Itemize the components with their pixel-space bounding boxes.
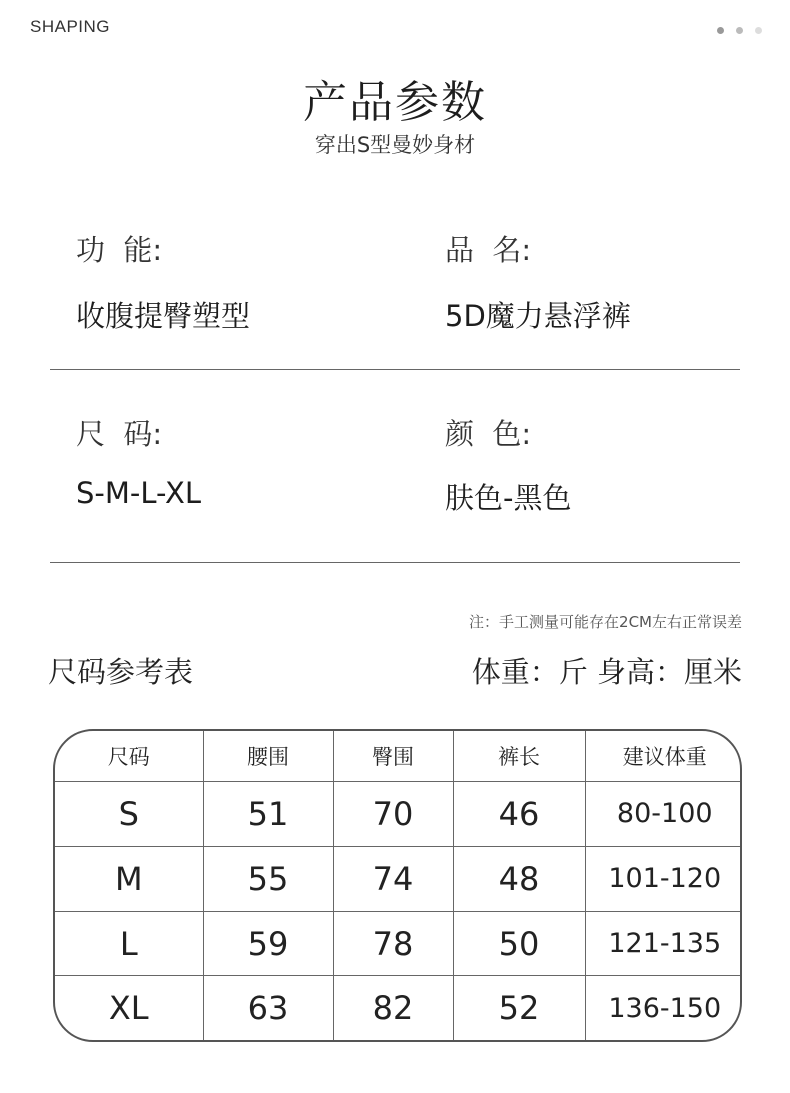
table-header-row [55,731,742,782]
divider [50,562,740,563]
size-cell: L [55,911,203,976]
column-header: 腰围 [203,731,333,782]
size-cell: M [55,846,203,911]
size-cell: S [55,782,203,847]
waist-cell: 51 [203,782,333,847]
size-chart-table [53,729,742,1042]
size-cell: XL [55,976,203,1040]
size-value: S-M-L-XL [76,476,202,510]
size-chart-units: 体重：斤 身高：厘米 [471,655,742,689]
brand-label: SHAPING [30,17,111,36]
weight-cell: 121-135 [585,911,742,976]
pagination-dot[interactable] [736,27,743,34]
column-header: 建议体重 [585,731,742,782]
hip-cell: 78 [333,911,453,976]
table-row [55,911,742,976]
divider [50,369,740,370]
size-label: 尺 码: [76,417,163,451]
table-row [55,976,742,1040]
weight-cell: 101-120 [585,846,742,911]
color-label: 颜 色: [445,417,532,451]
waist-cell: 59 [203,911,333,976]
page-title: 产品参数 [303,77,487,128]
product-name-label: 品 名: [445,233,532,267]
hip-cell: 70 [333,782,453,847]
length-cell: 48 [453,846,585,911]
page-subtitle: 穿出S型曼妙身材 [314,133,476,157]
length-cell: 50 [453,911,585,976]
measurement-note: 注：手工测量可能存在2CM左右正常误差 [469,613,742,631]
color-value: 肤色-黑色 [445,481,572,515]
function-value: 收腹提臀塑型 [76,299,251,333]
pagination-dot[interactable] [755,27,762,34]
function-label: 功 能: [76,233,163,267]
column-header: 臀围 [333,731,453,782]
table-row [55,846,742,911]
column-header: 裤长 [453,731,585,782]
table-row [55,782,742,847]
pagination-dots [717,27,762,34]
waist-cell: 63 [203,976,333,1040]
hip-cell: 74 [333,846,453,911]
weight-cell: 136-150 [585,976,742,1040]
column-header: 尺码 [55,731,203,782]
hip-cell: 82 [333,976,453,1040]
length-cell: 46 [453,782,585,847]
length-cell: 52 [453,976,585,1040]
pagination-dot[interactable] [717,27,724,34]
waist-cell: 55 [203,846,333,911]
size-chart-title: 尺码参考表 [48,655,194,689]
product-name-value: 5D魔力悬浮裤 [445,299,631,333]
weight-cell: 80-100 [585,782,742,847]
